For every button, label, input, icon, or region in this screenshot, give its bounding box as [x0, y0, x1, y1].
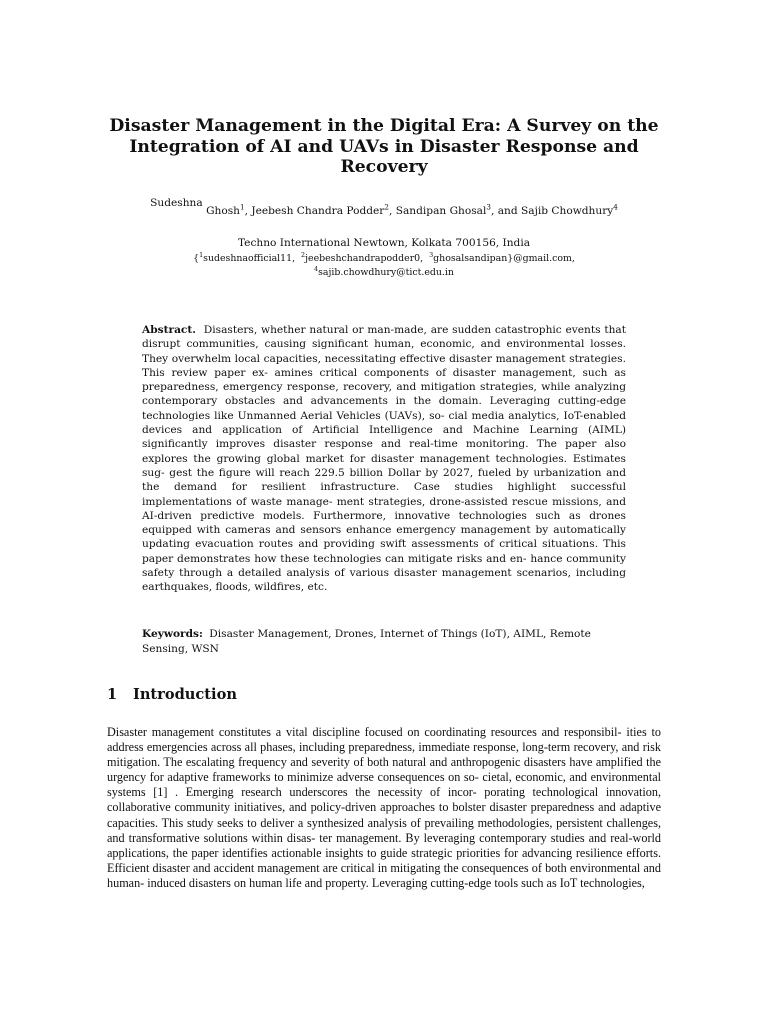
section-title: Introduction: [133, 686, 237, 703]
paper-title: Disaster Management in the Digital Era: A Survey on the Integration of AI and UAVs in Disaster Response and Recovery: [109, 116, 659, 177]
email-block: [100, 252, 668, 279]
email-line: [100, 252, 668, 266]
keywords-label: Keywords:: [142, 628, 203, 640]
author-affiliation-mark: 2: [384, 202, 389, 212]
author-name: Jeebesh Chandra Podder: [251, 205, 385, 217]
author-separator: ,: [388, 205, 396, 217]
affiliation: Techno International Newtown, Kolkata 700156, India: [237, 237, 531, 249]
email-mark: 2: [301, 250, 306, 259]
email-mark: 1: [199, 250, 204, 259]
email-address: sajib.chowdhury@tict.edu.in: [318, 266, 454, 278]
author-first-name: Sudeshna: [150, 197, 203, 209]
email-line: [100, 266, 668, 280]
author-name: Sandipan Ghosal: [395, 205, 487, 217]
author-separator: , and: [490, 205, 521, 217]
author-separator: ,: [244, 205, 252, 217]
email-mark: 4: [314, 264, 319, 273]
section-number: 1: [107, 686, 118, 703]
author-affiliation-mark: 1: [240, 202, 245, 212]
email-mark: 3: [429, 250, 434, 259]
email-brace: {: [193, 253, 200, 264]
email-handle: jeebeshchandrapodder0,: [305, 253, 424, 264]
email-handle: ghosalsandipan}@gmail.com,: [433, 253, 575, 264]
keywords: [142, 627, 626, 656]
section-heading: [107, 686, 667, 704]
abstract-text: Disasters, whether natural or man-made, are sudden catastrophic events that disrupt communities, causing significant human, economic, and environmental losses. They overwhelm local capacities, necessitating effective disaster management strategies. This review paper ex- amines critical components of disaster management, such as preparedness, emergency response, recovery, and mitigation strategies, while analyzing contemporary obstacles and advancements in the domain. Leveraging cutting-edge technologies like Unmanned Aerial Vehicles (UAVs), so- cial media analytics, IoT-enabled devices and application of Artificial Intelligence and Machine Learning (AIML) significantly improves disaster response and real-time monitoring. The paper also explores the growing global market for disaster management technologies. Estimates sug- gest the figure will reach 229.5 billion Dollar by 2027, fueled by urbanization and the demand for resilient infrastructure. Case studies highlight successful implementations of waste manage- ment strategies, drone-assisted rescue missions, and AI-driven predictive models. Furthermore, innovative technologies such as drones equipped with cameras and sensors enhance emergency management by automatically updating evacuation routes and providing swift assessments of critical situations. This paper demonstrates how these technologies can mitigate risks and en- hance community safety through a detailed analysis of various disaster management scenarios, including earthquakes, floods, wildfires, etc.: [142, 324, 626, 594]
author-affiliation-mark: 3: [486, 202, 491, 212]
keywords-text: Disaster Management, Drones, Internet of Things (IoT), AIML, Remote Sensing, WSN: [142, 628, 591, 655]
abstract: [142, 323, 626, 595]
author-list: [100, 197, 668, 218]
author-name: Ghosh: [206, 205, 241, 217]
abstract-label: Abstract.: [142, 324, 196, 336]
author-name: Sajib Chowdhury: [521, 205, 614, 217]
email-handle: sudeshnaofficial11,: [203, 253, 296, 264]
introduction-paragraph: Disaster management constitutes a vital discipline focused on coordinating resources and responsibil- ities to address emergencies across all phases, including preparedness, immediate response, long-term recovery, and risk mitigation. The escalating frequency and severity of both natural and anthropogenic disasters have amplified the urgency for adaptive frameworks to minimize adverse consequences on so- cietal, economic, and environmental systems [1] . Emerging research underscores the necessity of incor- porating technological innovation, collaborative community initiatives, and policy-driven approaches to bolster disaster preparedness and adaptive capacities. This study seeks to deliver a synthesized analysis of prevailing methodologies, persistent challenges, and transformative solutions within disas- ter management. By leveraging contemporary studies and real-world applications, the paper identifies actionable insights to guide strategic priorities for advancing resilience efforts. Efficient disaster and accident management are critical in mitigating the consequences of both environmental and human- induced disasters on human life and property. Leveraging cutting-edge tools such as IoT technologies,: [107, 725, 661, 890]
author-affiliation-mark: 4: [613, 202, 618, 212]
